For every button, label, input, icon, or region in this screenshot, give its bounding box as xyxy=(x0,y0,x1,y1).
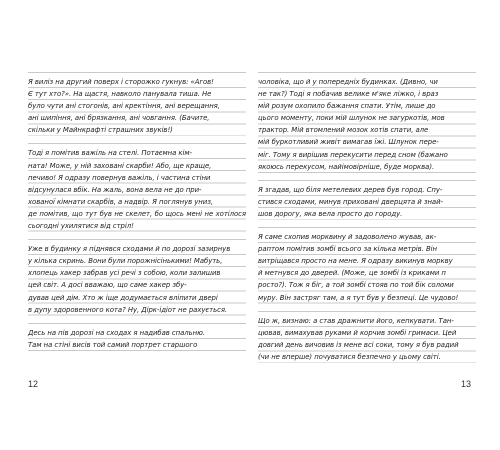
paragraph: Тоді я помітив важіль на стелі. Потаємна кім- ната! Може, у ній заховані скарби! Або, ще краще, печиво! Я одразу повернув важіль, і частина стіни відсунулася вбік. На жаль, вона вела не до при- хованої кімнати скарбів, а надвір. Я поглянув униз, де помітив, що тут був не скелет, бо щось мені не хотілося сьогодні ухилятися від стріл! xyxy=(28,147,246,232)
left-page xyxy=(28,76,246,362)
paragraph: Що ж, визнаю: а став дражнити його, кепкувати. Тан- цював, вимахував руками й корчив зомбі гримаси. Цей довгий день вичовив із мене всі соки, тому я був радий (чи не вперше) почуватися безпечно у цьому світі. xyxy=(258,315,476,363)
page-number-left: 12 xyxy=(28,379,39,389)
paragraph: Я згадав, що біля метелевих дерев був город. Спу- стився сходами, минув приховані дверцята й знай- шов дорогу, яка вела просто до городу. xyxy=(258,184,476,220)
page-number-right: 13 xyxy=(461,379,472,389)
paragraph: Десь на пів дорозі на сходах я надибав спальню. Там на стіні висів той самий портрет старшого xyxy=(28,327,246,351)
right-page xyxy=(258,76,476,374)
paragraph: Я саме схопив морквину й задоволено жував, ак- раптом помітив зомбі всього за кілька метрів. Він витріщався просто на мене. Я одразу викинув моркву й метнувся до дверей. (Може, це зомбі із криками п росто?). Тож я біг, а той зомбі стояв по той бік соломи муру. Він застряг там, а я тут був у безпеці. Це чудово! xyxy=(258,231,476,304)
paragraph: Я виліз на другий поверх і сторожко гукнув: «Агов! Є тут хто?». На щастя, навколо панувала тиша. Не було чути ані стогонів, ані кректіння, ані верещання, ані шипіння, ані брязкання, ані човгання. (Бачите, скільки у Майнкрафті страшних звуків!) xyxy=(28,76,246,136)
paragraph: чоловіка, що й у попередніх будинках. (Дивно, чи не так?) Тоді я побачив велике м'яке ліжко, і враз мій розум охопило бажання спати. Утім, лише до цього моменту, поки мій шлунок не загуркотів, мов трактор. Мій втомлений мозок хотів спати, але мій буркотливий живіт вимагав їжі. Шлунок пере- міг. Тому я вирішив перекусити перед сном (бажано якоюсь перекусом, найімовірніше, буде морква). xyxy=(258,76,476,173)
paragraph: Уже в будинку я піднявся сходами й по дорозі зазирнув у кілька скринь. Вони були порожнісінькими! Мабуть, хлопець хакер забрав усі речі з собою, коли залишив цей світ. А досі вважаю, що саме хакер збу- дував цей дім. Хто ж іще додумається вліпити двері в дупу здоровенного кота? Ну, Дірк-ідіот не рахується. xyxy=(28,243,246,316)
